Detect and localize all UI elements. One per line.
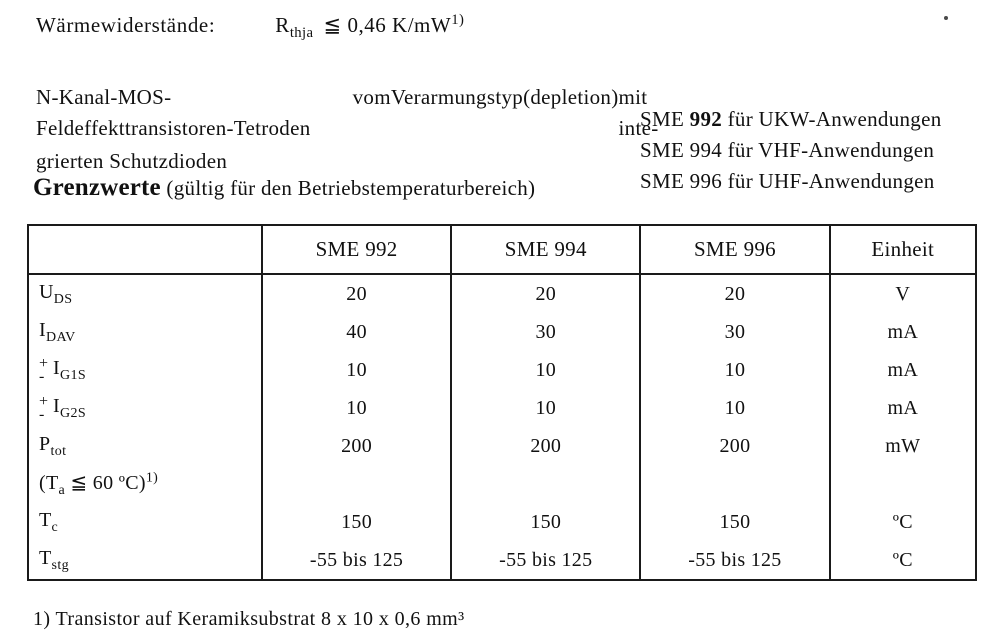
- row-symbol-uds: [28, 274, 262, 313]
- type-list-item-994: [640, 135, 942, 166]
- row-value-sme996: 150: [640, 503, 829, 541]
- type-prefix-992: SME: [640, 107, 685, 131]
- row-value-sme994: -55 bis 125: [451, 541, 640, 580]
- table-row: [28, 351, 976, 389]
- description-line1-part5: mit inte-: [618, 85, 659, 140]
- row-symbol-ptot-condition: [28, 465, 262, 503]
- page-footnote: 1) Transistor auf Keramiksubstrat 8 x 10 x 0,6 mm³: [33, 608, 465, 630]
- symbol-sub: G1S: [59, 367, 87, 383]
- row-value-empty-996: [640, 465, 829, 503]
- type-number-994: 994: [689, 138, 723, 162]
- row-symbol-ig1s: + - $I_{G1S}$: [28, 351, 262, 389]
- table-row: [28, 313, 976, 351]
- type-suffix-994: für VHF-Anwendungen: [727, 138, 935, 162]
- row-symbol-idav: [28, 313, 262, 351]
- table-row: [28, 541, 976, 580]
- row-symbol-ig2s: + - $I_{G2S}$: [28, 389, 262, 427]
- row-unit: ºC: [830, 541, 976, 580]
- thermal-symbol-subscript: thja: [289, 25, 314, 42]
- table-row: [28, 427, 976, 465]
- row-unit: ºC: [830, 503, 976, 541]
- thermal-number: 0,46 K/mW: [347, 13, 452, 38]
- row-unit: mA: [830, 313, 976, 351]
- symbol-sub: DS: [53, 291, 73, 307]
- table-row: [28, 503, 976, 541]
- limits-heading-title: Grenzwerte: [33, 174, 161, 201]
- scan-speck: [944, 16, 948, 20]
- row-unit: V: [830, 274, 976, 313]
- table-header-sme992: SME 992: [262, 225, 451, 274]
- thermal-relation: ≦: [323, 13, 342, 38]
- description-line1-part3: Verarmungstyp: [390, 85, 524, 109]
- row-value-sme992: 10: [262, 389, 451, 427]
- row-unit-empty: [830, 465, 976, 503]
- row-symbol-ptot: [28, 427, 262, 465]
- symbol-main: T: [39, 546, 52, 569]
- table-header-symbol: [28, 225, 262, 274]
- thermal-resistance-label: Wärmewiderstände:: [36, 13, 216, 38]
- row-value-sme996: 200: [640, 427, 829, 465]
- device-description: [36, 82, 676, 177]
- type-list-item-992: [640, 104, 942, 135]
- row-unit: mA: [830, 351, 976, 389]
- row-value-sme996: 10: [640, 351, 829, 389]
- table-header: [28, 225, 976, 274]
- thermal-resistance-value: [275, 12, 464, 42]
- row-value-sme996: 10: [640, 389, 829, 427]
- type-suffix-992: für UKW-Anwendungen: [727, 107, 942, 131]
- limits-heading: [33, 174, 535, 202]
- table-row: [28, 389, 976, 427]
- table-header-unit: Einheit: [830, 225, 976, 274]
- table-row: [28, 274, 976, 313]
- symbol-main: T: [39, 508, 52, 531]
- type-suffix-996: für UHF-Anwendungen: [727, 169, 935, 193]
- row-value-sme994: 30: [451, 313, 640, 351]
- description-line1-part4: (depletion): [523, 85, 619, 109]
- table-row-condition: [28, 465, 976, 503]
- thermal-resistance-line: [36, 12, 980, 42]
- row-value-sme992: -55 bis 125: [262, 541, 451, 580]
- symbol-main: I: [53, 394, 60, 417]
- row-value-empty-994: [451, 465, 640, 503]
- table-body: [28, 274, 976, 580]
- symbol-sub: c: [51, 519, 59, 535]
- symbol-main: P: [39, 432, 51, 455]
- symbol-main: I: [39, 318, 46, 341]
- row-value-sme992: 20: [262, 274, 451, 313]
- row-value-sme992: 40: [262, 313, 451, 351]
- condition-open: (T: [39, 471, 59, 494]
- device-type-list: [640, 104, 942, 197]
- condition-relation: ≦: [70, 471, 88, 494]
- symbol-sub: DAV: [45, 329, 76, 345]
- type-prefix-996: SME: [640, 169, 685, 193]
- condition-sub: a: [58, 482, 66, 498]
- row-value-sme994: 20: [451, 274, 640, 313]
- row-value-sme992: 200: [262, 427, 451, 465]
- row-value-sme994: 200: [451, 427, 640, 465]
- row-value-sme992: 150: [262, 503, 451, 541]
- row-value-sme994: 10: [451, 389, 640, 427]
- thermal-symbol: R: [275, 13, 290, 38]
- description-line1-part2: vom: [352, 85, 391, 109]
- symbol-main: I: [53, 356, 60, 379]
- row-symbol-tstg: [28, 541, 262, 580]
- row-unit: mW: [830, 427, 976, 465]
- symbol-sub: G2S: [59, 405, 87, 421]
- condition-footnote-marker: 1): [145, 469, 159, 485]
- symbol-sub: tot: [50, 443, 67, 459]
- row-value-sme996: 20: [640, 274, 829, 313]
- row-value-sme992: 10: [262, 351, 451, 389]
- row-value-sme996: 30: [640, 313, 829, 351]
- symbol-sub: stg: [51, 557, 70, 573]
- row-value-sme996: -55 bis 125: [640, 541, 829, 580]
- row-value-sme994: 150: [451, 503, 640, 541]
- table-header-row: [28, 225, 976, 274]
- type-number-992: 992: [689, 107, 723, 131]
- limits-heading-note: (gültig für den Betriebstemperaturbereich): [166, 176, 536, 200]
- table-header-sme996: SME 996: [640, 225, 829, 274]
- symbol-main: U: [39, 280, 54, 303]
- condition-value: 60 ºC): [92, 471, 146, 494]
- row-value-sme994: 10: [451, 351, 640, 389]
- row-unit: mA: [830, 389, 976, 427]
- absolute-maximum-ratings-table: [27, 224, 977, 581]
- table-header-sme994: SME 994: [451, 225, 640, 274]
- type-number-996: 996: [689, 169, 723, 193]
- row-value-empty-992: [262, 465, 451, 503]
- type-list-item-996: [640, 166, 942, 197]
- description-line1-part1: N-Kanal-MOS-Feldeffekttransistoren-Tetroden: [36, 85, 311, 140]
- description-line2: grierten Schutzdioden: [36, 149, 228, 173]
- thermal-footnote-marker: 1): [451, 12, 465, 28]
- row-symbol-tc: [28, 503, 262, 541]
- type-prefix-994: SME: [640, 138, 685, 162]
